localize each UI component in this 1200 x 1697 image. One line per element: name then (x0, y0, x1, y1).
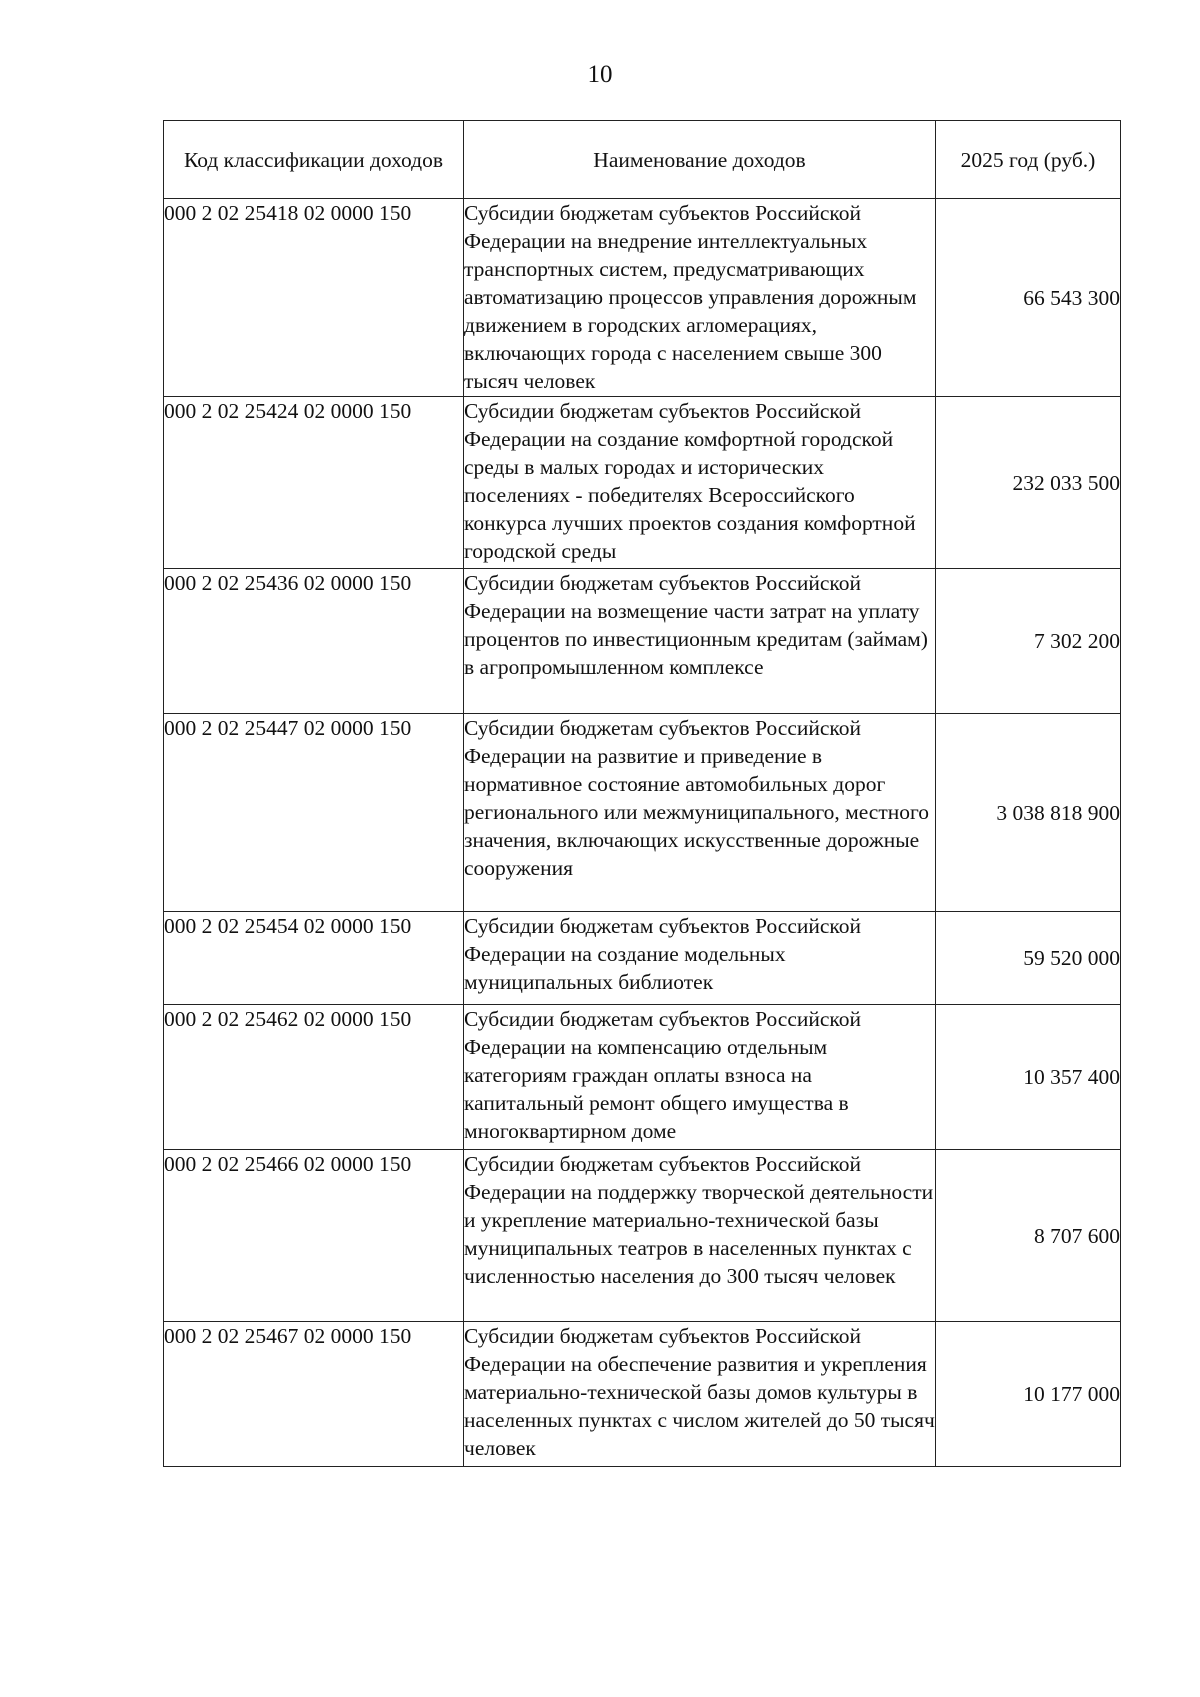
row-code: 000 2 02 25467 02 0000 150 (164, 1322, 464, 1467)
table-row (164, 1322, 1121, 1467)
header-row (164, 121, 1121, 199)
row-code: 000 2 02 25424 02 0000 150 (164, 397, 464, 569)
row-amount: 59 520 000 (936, 912, 1121, 1005)
row-amount: 10 177 000 (936, 1322, 1121, 1467)
row-code: 000 2 02 25454 02 0000 150 (164, 912, 464, 1005)
header-code: Код классификации доходов (164, 121, 464, 199)
row-name: Субсидии бюджетам субъектов Российской Федерации на компенсацию отдельным категориям граждан оплаты взноса на капитальный ремонт общего имущества в многоквартирном доме (464, 1005, 936, 1150)
row-amount: 7 302 200 (936, 569, 1121, 714)
row-code: 000 2 02 25462 02 0000 150 (164, 1005, 464, 1150)
table-row (164, 912, 1121, 1005)
row-name: Субсидии бюджетам субъектов Российской Федерации на создание модельных муниципальных библиотек (464, 912, 936, 1005)
row-name: Субсидии бюджетам субъектов Российской Федерации на возмещение части затрат на уплату процентов по инвестиционным кредитам (займам) в агропромышленном комплексе (464, 569, 936, 714)
row-amount: 3 038 818 900 (936, 714, 1121, 912)
row-code: 000 2 02 25466 02 0000 150 (164, 1150, 464, 1322)
table-row (164, 569, 1121, 714)
row-name: Субсидии бюджетам субъектов Российской Федерации на развитие и приведение в нормативное состояние автомобильных дорог регионального или межмуниципального, местного значения, включающих искусственные дорожные сооружения (464, 714, 936, 912)
header-amount: 2025 год (руб.) (936, 121, 1121, 199)
row-name: Субсидии бюджетам субъектов Российской Федерации на создание комфортной городской среды в малых городах и исторических поселениях - победителях Всероссийского конкурса лучших проектов создания комфортной городской среды (464, 397, 936, 569)
page-number: 10 (587, 61, 613, 88)
table-row (164, 397, 1121, 569)
table-body (164, 199, 1121, 1467)
row-name: Субсидии бюджетам субъектов Российской Федерации на внедрение интеллектуальных транспортных систем, предусматривающих автоматизацию процессов управления дорожным движением в городских агломерациях, включающих города с населением свыше 300 тысяч человек (464, 199, 936, 397)
row-amount: 8 707 600 (936, 1150, 1121, 1322)
row-amount: 66 543 300 (936, 199, 1121, 397)
table-row (164, 1150, 1121, 1322)
row-amount: 232 033 500 (936, 397, 1121, 569)
row-name: Субсидии бюджетам субъектов Российской Федерации на поддержку творческой деятельности и укрепление материально-технической базы муниципальных театров в населенных пунктах с численностью населения до 300 тысяч человек (464, 1150, 936, 1322)
income-table (163, 120, 1121, 1467)
table-row (164, 714, 1121, 912)
row-code: 000 2 02 25418 02 0000 150 (164, 199, 464, 397)
table-row (164, 199, 1121, 397)
table-header (164, 121, 1121, 199)
row-name: Субсидии бюджетам субъектов Российской Федерации на обеспечение развития и укрепления материально-технической базы домов культуры в населенных пунктах с числом жителей до 50 тысяч человек (464, 1322, 936, 1467)
table-row (164, 1005, 1121, 1150)
row-code: 000 2 02 25436 02 0000 150 (164, 569, 464, 714)
header-name: Наименование доходов (464, 121, 936, 199)
row-code: 000 2 02 25447 02 0000 150 (164, 714, 464, 912)
row-amount: 10 357 400 (936, 1005, 1121, 1150)
